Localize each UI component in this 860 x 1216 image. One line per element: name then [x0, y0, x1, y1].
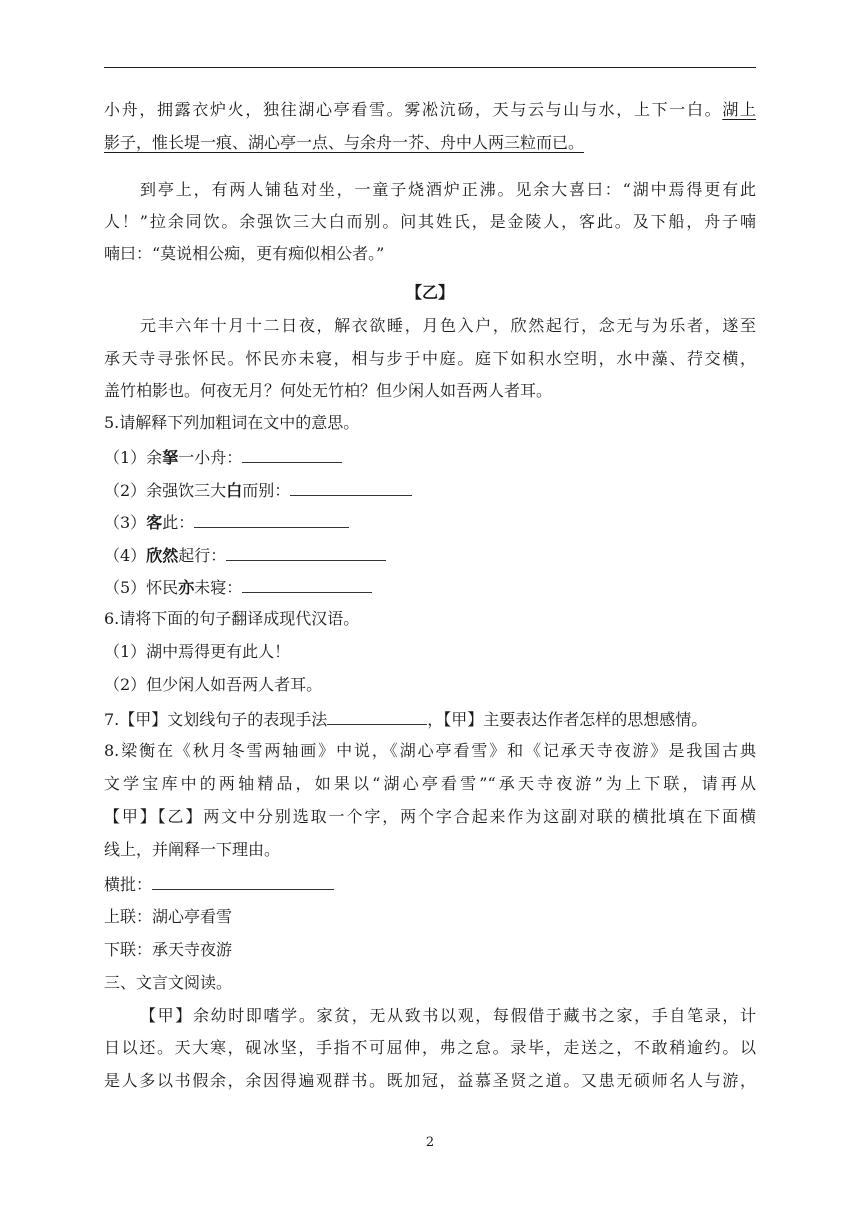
yi-passage-line-3: 盖竹柏影也。何夜无月？何处无竹柏？但少闲人如吾两人者耳。 — [104, 381, 553, 400]
item-text: 起行： — [178, 546, 227, 565]
question-7 — [104, 706, 707, 730]
yi-heading: 【乙】 — [405, 283, 454, 302]
bold-word: 欣然 — [146, 546, 179, 565]
bold-word: 拏 — [162, 448, 179, 467]
question-5-item-2 — [104, 477, 412, 501]
underlined-sentence-end: 影子，惟长堤一痕、湖心亭一点、与余舟一芥、舟中人两三粒而已。 — [104, 133, 585, 152]
item-text: （5）怀民 — [104, 578, 179, 597]
item-text: 此： — [162, 513, 195, 532]
question-7-text: ，【甲】主要表达作者怎样的思想感情。 — [427, 710, 708, 729]
item-text: （3） — [104, 513, 147, 532]
section-3-line-2: 日以还。天大寒，砚冰坚，手指不可屈伸，弗之怠。录毕，走送之，不敢稍逾约。以 — [104, 1038, 756, 1057]
question-5-item-1 — [104, 444, 342, 468]
item-text: 一小舟： — [178, 448, 243, 467]
answer-blank[interactable] — [242, 444, 342, 463]
answer-blank[interactable] — [327, 706, 427, 725]
item-text: 而别： — [242, 481, 291, 500]
jia-passage-line-5: 喃曰：“莫说相公痴，更有痴似相公者。” — [104, 244, 385, 263]
jia-passage-line-3: 到亭上，有两人铺毡对坐，一童子烧酒炉正沸。见余大喜曰：“湖中焉得更有此 — [140, 180, 756, 199]
question-6-item-2: （2）但少闲人如吾两人者耳。 — [104, 675, 323, 694]
jia-passage-line-4: 人！”拉余同饮。余强饮三大白而别。问其姓氏，是金陵人，客此。及下船，舟子喃 — [104, 212, 756, 231]
question-8-line-2: 文学宝库中的两轴精品，如果以“湖心亭看雪”“承天寺夜游”为上下联，请再从 — [104, 774, 756, 793]
answer-blank[interactable] — [194, 509, 349, 528]
question-8-line-1: 8.梁衡在《秋月冬雪两轴画》中说，《湖心亭看雪》和《记承天寺夜游》是我国古典 — [104, 741, 756, 760]
question-5-item-4 — [104, 542, 386, 566]
question-5-item-5 — [104, 574, 372, 598]
question-7-text: 7.【甲】文划线句子的表现手法 — [104, 710, 328, 729]
answer-blank[interactable] — [290, 477, 412, 496]
item-text: （4） — [104, 546, 147, 565]
section-3-line-3: 是人多以书假余，余因得遍观群书。既加冠，益慕圣贤之道。又患无硕师名人与游， — [104, 1071, 756, 1090]
shanglian-line: 上联：湖心亭看雪 — [104, 907, 233, 926]
underlined-sentence-start: 湖上 — [722, 100, 756, 119]
question-8-line-3: 【甲】【乙】两文中分别选取一个字，两个字合起来作为这副对联的横批填在下面横 — [104, 807, 756, 826]
item-text: （2）余强饮三大 — [104, 481, 227, 500]
question-8-line-4: 线上，并阐释一下理由。 — [104, 840, 281, 859]
jia-passage-line-2 — [104, 131, 584, 155]
header-rule — [104, 67, 756, 68]
question-5-stem: 5.请解释下列加粗词在文中的意思。 — [104, 413, 360, 432]
item-text: （1）余 — [104, 448, 163, 467]
yi-passage-line-2: 承天寺寻张怀民。怀民亦未寝，相与步于中庭。庭下如积水空明，水中藻、荇交横， — [104, 349, 756, 368]
answer-blank[interactable] — [152, 871, 334, 890]
section-3-title: 三、文言文阅读。 — [104, 973, 233, 992]
hengpi-line — [104, 871, 334, 895]
bold-word: 客 — [146, 513, 163, 532]
question-6-item-1: （1）湖中焉得更有此人！ — [104, 642, 291, 661]
answer-blank[interactable] — [242, 574, 372, 593]
section-3-line-1: 【甲】余幼时即嗜学。家贫，无从致书以观，每假借于藏书之家，手自笔录，计 — [140, 1006, 756, 1025]
question-5-item-3 — [104, 509, 349, 533]
jia-passage-line-1 — [104, 98, 756, 122]
xialian-line: 下联：承天寺夜游 — [104, 940, 233, 959]
item-text: 未寝： — [194, 578, 243, 597]
hengpi-label: 横批： — [104, 875, 153, 894]
answer-blank[interactable] — [226, 542, 386, 561]
bold-word: 亦 — [178, 578, 195, 597]
page-number: 2 — [425, 1135, 435, 1150]
yi-passage-line-1: 元丰六年十月十二日夜，解衣欲睡，月色入户，欣然起行，念无与为乐者，遂至 — [140, 316, 756, 335]
bold-word: 白 — [226, 481, 243, 500]
jia-text-segment: 小舟，拥露衣炉火，独往湖心亭看雪。雾凇沆砀，天与云与山与水，上下一白。 — [104, 100, 723, 119]
question-6-stem: 6.请将下面的句子翻译成现代汉语。 — [104, 609, 360, 628]
